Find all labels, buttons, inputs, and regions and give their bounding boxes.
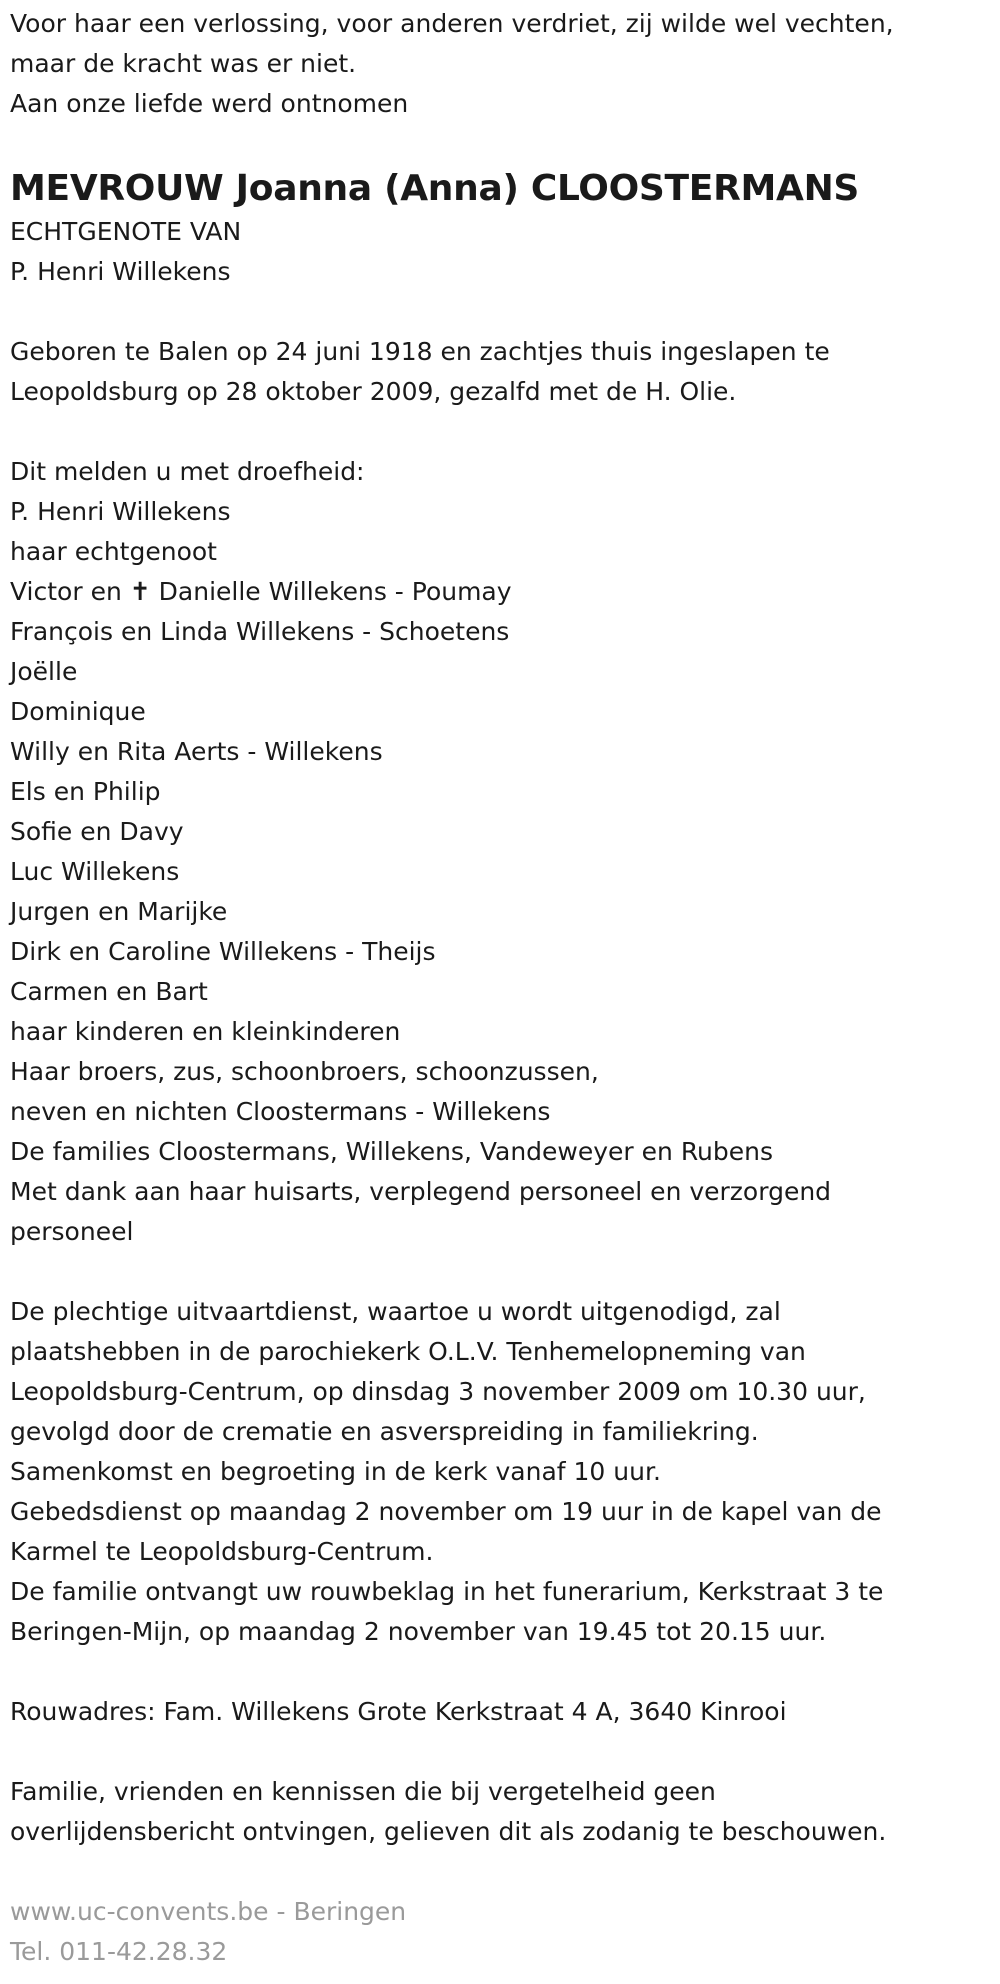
spouse-name: P. Henri Willekens xyxy=(10,257,231,286)
mourner-line: P. Henri Willekens xyxy=(10,497,231,526)
mourner-line: Dirk en Caroline Willekens - Theijs xyxy=(10,937,436,966)
spacer xyxy=(10,412,990,452)
mourner-line: François en Linda Willekens - Schoetens xyxy=(10,617,510,646)
mourner-line: Joëlle xyxy=(10,657,78,686)
mourner-line: Willy en Rita Aerts - Willekens xyxy=(10,737,383,766)
mourner-line: Els en Philip xyxy=(10,777,161,806)
spacer xyxy=(10,124,990,164)
funeral-service-info xyxy=(10,1292,990,1652)
spouse-label: ECHTGENOTE VAN xyxy=(10,217,242,246)
deceased-name: MEVROUW Joanna (Anna) CLOOSTERMANS xyxy=(10,168,860,209)
mourner-line: neven en nichten Cloostermans - Willekens xyxy=(10,1097,551,1126)
mourner-prefix: Victor en xyxy=(10,577,122,606)
mourners-heading: Dit melden u met droefheid: xyxy=(10,457,365,486)
mourner-line: Haar broers, zus, schoonbroers, schoonzussen, xyxy=(10,1057,599,1086)
footer-phone: Tel. 011-42.28.32 xyxy=(10,1937,228,1966)
birth-line: Leopoldsburg op 28 oktober 2009, gezalfd met de H. Olie. xyxy=(10,377,737,406)
service-line: gevolgd door de crematie en asverspreiding in familiekring. xyxy=(10,1417,759,1446)
birth-line: Geboren te Balen op 24 juni 1918 en zachtjes thuis ingeslapen te xyxy=(10,337,830,366)
cross-icon: ✝ xyxy=(129,577,151,606)
intro-line: Aan onze liefde werd ontnomen xyxy=(10,89,409,118)
spacer xyxy=(10,1732,990,1772)
spacer xyxy=(10,292,990,332)
notice-paragraph xyxy=(10,1772,990,1852)
mourner-line: Sofie en Davy xyxy=(10,817,184,846)
service-line: plaatshebben in de parochiekerk O.L.V. Tenhemelopneming van xyxy=(10,1337,806,1366)
spacer xyxy=(10,1652,990,1692)
footer-website: www.uc-convents.be - Beringen xyxy=(10,1897,407,1926)
mourner-line: Jurgen en Marijke xyxy=(10,897,228,926)
mourner-line: haar echtgenoot xyxy=(10,537,217,566)
mourners-list xyxy=(10,452,990,1252)
service-line: De plechtige uitvaartdienst, waartoe u wordt uitgenodigd, zal xyxy=(10,1297,781,1326)
intro-line: maar de kracht was er niet. xyxy=(10,49,357,78)
notice-line: Familie, vrienden en kennissen die bij vergetelheid geen xyxy=(10,1777,716,1806)
mourner-line: Met dank aan haar huisarts, verplegend personeel en verzorgend xyxy=(10,1177,832,1206)
mourner-line-with-cross xyxy=(10,572,990,612)
intro-line: Voor haar een verlossing, voor anderen verdriet, zij wilde wel vechten, xyxy=(10,9,894,38)
spacer xyxy=(10,1852,990,1892)
mourner-line: Dominique xyxy=(10,697,146,726)
service-line: De familie ontvangt uw rouwbeklag in het funerarium, Kerkstraat 3 te xyxy=(10,1577,884,1606)
mourner-suffix: Danielle Willekens - Poumay xyxy=(158,577,512,606)
mourner-line: De families Cloostermans, Willekens, Vandeweyer en Rubens xyxy=(10,1137,774,1166)
service-line: Gebedsdienst op maandag 2 november om 19 uur in de kapel van de xyxy=(10,1497,882,1526)
notice-line: overlijdensbericht ontvingen, gelieven dit als zodanig te beschouwen. xyxy=(10,1817,887,1846)
service-line: Beringen-Mijn, op maandag 2 november van 19.45 tot 20.15 uur. xyxy=(10,1617,827,1646)
service-line: Karmel te Leopoldsburg-Centrum. xyxy=(10,1537,434,1566)
mourner-line: haar kinderen en kleinkinderen xyxy=(10,1017,401,1046)
spacer xyxy=(10,1252,990,1292)
service-line: Leopoldsburg-Centrum, op dinsdag 3 november 2009 om 10.30 uur, xyxy=(10,1377,866,1406)
service-line: Samenkomst en begroeting in de kerk vanaf 10 uur. xyxy=(10,1457,661,1486)
mourning-address: Rouwadres: Fam. Willekens Grote Kerkstraat 4 A, 3640 Kinrooi xyxy=(10,1697,787,1726)
intro-verse xyxy=(10,4,990,124)
funeral-home-footer xyxy=(10,1892,990,1972)
mourner-line: personeel xyxy=(10,1217,134,1246)
birth-death-info xyxy=(10,332,990,412)
mourner-line: Carmen en Bart xyxy=(10,977,208,1006)
mourner-line: Luc Willekens xyxy=(10,857,180,886)
